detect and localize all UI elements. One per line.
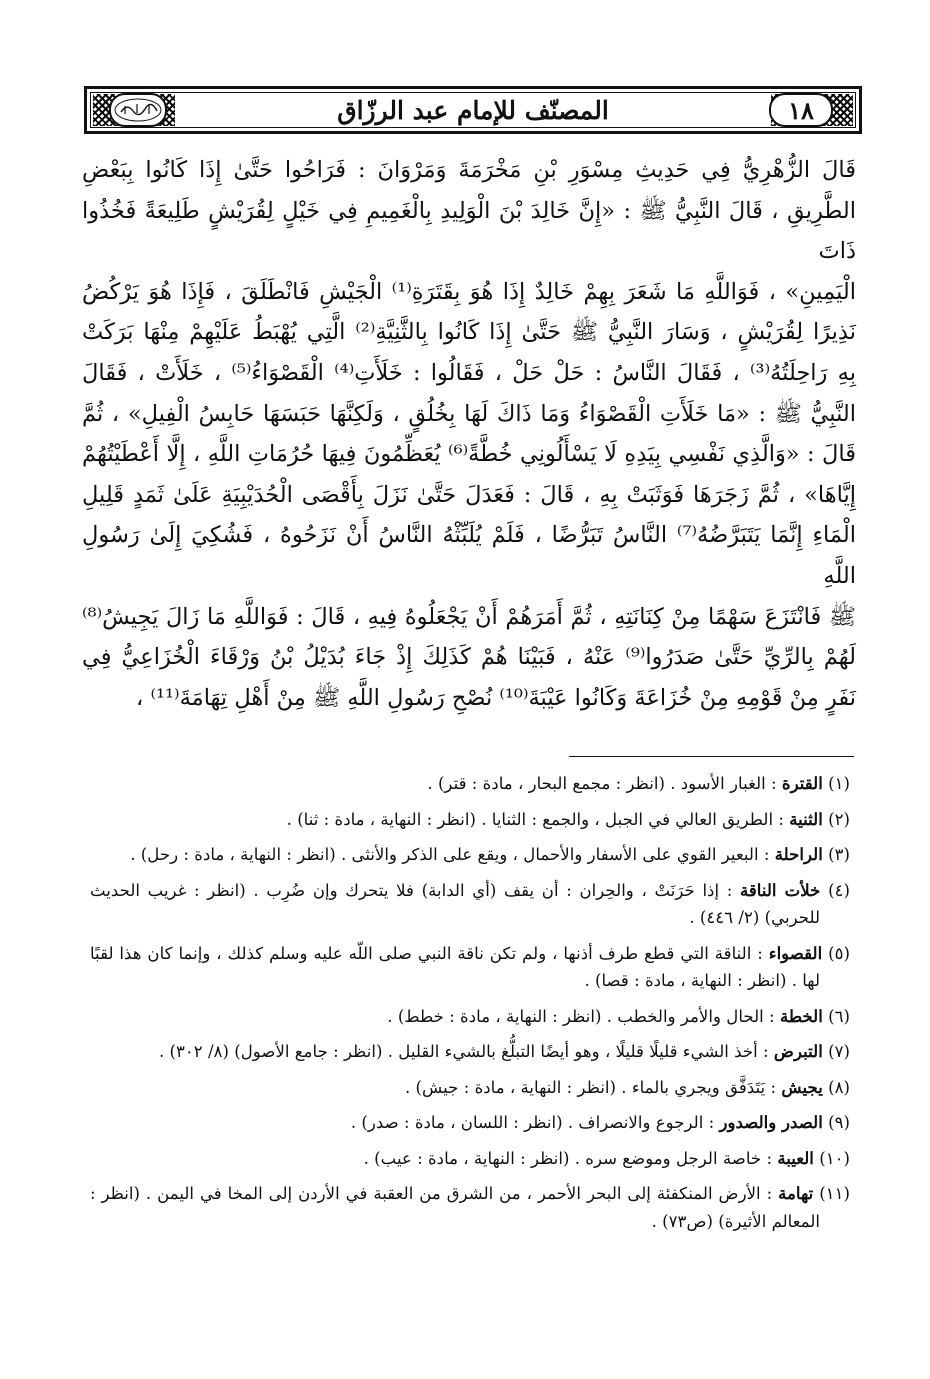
text-line: الطَّرِيقِ ، قَالَ النَّبِيُّ ﷺ : «إِنَّ خَالِدَ بْنَ الْوَلِيدِ بِالْغَمِيمِ فِي خَيْلٍ لِقُرَيْشٍ طَلِيعَةً فَخُذُوا ذَاتَ (82, 197, 856, 265)
text-line: نَفَرٍ مِنْ قَوْمِهِ مِنْ خُزَاعَةَ وَكَانُوا عَيْبَةَ⁽¹⁰⁾ نُصْحِ رَسُولِ اللَّهِ ﷺ مِنْ أَهْلِ تِهَامَةَ⁽¹¹⁾ ، (136, 684, 856, 711)
book-title: المصنّف للإمام عبد الرزّاق (237, 93, 709, 127)
text-line: ﷺ فَانْتَزَعَ سَهْمًا مِنْ كِنَانَتِهِ ، ثُمَّ أَمَرَهُمْ أَنْ يَجْعَلُوهُ فِيهِ ، قَالَ : فَوَاللَّهِ مَا زَالَ يَجِيشُ⁽⁸⁾ (82, 603, 856, 630)
footnote-separator (569, 756, 854, 757)
page-number: ١٨ (788, 95, 814, 125)
text-line: لَهُمْ بِالرِّيِّ حَتَّىٰ صَدَرُوا⁽⁹⁾ عَنْهُ ، فَبَيْنَا هُمْ كَذَلِكَ إِذْ جَاءَ بُدَيْلُ بْنُ وَرْقَاءَ الْخُزَاعِيُّ فِي (82, 644, 856, 671)
text-line: قَالَ الزُّهْرِيُّ فِي حَدِيثِ مِسْوَرِ بْنِ مَخْرَمَةَ وَمَرْوَانَ : فَرَاحُوا حَتَّىٰ إِذَا كَانُوا بِبَعْضِ (82, 157, 856, 183)
text-line: قَالَ : «وَالَّذِي نَفْسِي بِيَدِهِ لَا يَسْأَلُونِي خُطَّةً⁽⁶⁾ يُعَظِّمُونَ فِيهَا حُرُمَاتِ اللَّهِ ، إِلَّا أَعْطَيْتُهُمْ (82, 441, 857, 468)
calligraphy-logo-icon (113, 97, 163, 123)
footnote: (٨) يجيش : يَتَدَفَّق ويجري بالماء . (انظر : النهاية ، مادة : جيش) . (405, 1076, 850, 1097)
footnote: (٥) القصواء : الناقة التي قطع طرف أذنها ، ولم تكن ناقة النبي صلى اللّه عليه وسلم كذلك ، وإنما كان هذا لقبًا لها . (انظر : النهاية ، مادة : قصا) . (90, 942, 851, 990)
footnote: (٤) خلأت الناقة : إذا حَرَنَتْ ، والحِران : أن يقف (أي الدابة) فلا يتحرك وإن ضُرِب . (انظر : غريب الحديث للحربي) (٢/ ٤٤٦) . (90, 879, 850, 927)
footnote: (٣) الراحلة : البعير القوي على الأسفار والأحمال ، ويقع على الذكر والأنثى . (انظر : النهاية ، مادة : رحل) . (130, 844, 850, 864)
footnotes (90, 770, 850, 1243)
footnote: (٦) الخطة : الحال والأمر والخطب . (انظر : النهاية ، مادة : خطط) . (387, 1005, 850, 1026)
main-text (82, 150, 856, 718)
footnote: (٧) التبرض : أخذ الشيء قليلًا قليلًا ، وهو أيضًا التبلُّغ بالشيء القليل . (انظر : جامع الأصول) (٨/ ٣٠٢) . (158, 1041, 850, 1061)
footnote: (١٠) العيبة : خاصة الرجل وموضع سره . (انظر : النهاية ، مادة : عيب) . (363, 1147, 850, 1168)
text-line: النَّبِيُّ ﷺ : «مَا خَلَأَتِ الْقَصْوَاءُ وَمَا ذَاكَ لَهَا بِخُلُقٍ ، وَلَكِنَّهَا حَبَسَهَا حَابِسُ الْفِيلِ» ، ثُمَّ (82, 400, 856, 427)
book-logo (109, 93, 167, 127)
text-line: بِهِ رَاحِلَتُهُ⁽³⁾ ، فَقَالَ النَّاسُ : حَلْ حَلْ ، فَقَالُوا : خَلَأَتِ⁽⁴⁾ الْقَصْوَاءُ⁽⁵⁾ ، خَلَأَتْ ، فَقَالَ (82, 359, 856, 386)
text-line: إِيَّاهَا» ، ثُمَّ زَجَرَهَا فَوَثَبَتْ بِهِ ، قَالَ : فَعَدَلَ حَتَّىٰ نَزَلَ بِأَقْصَى الْحُدَيْبِيَةِ عَلَىٰ ثَمَدٍ قَلِيلِ (82, 481, 856, 508)
footnote: (١١) تهامة : الأرض المنكفئة إلى البحر الأحمر ، من الشرق من العقبة في الأردن إلى المخا في اليمن . (انظر : المعالم الأثيرة) (ص٧٣) . (90, 1183, 850, 1231)
text-line: نَذِيرًا لِقُرَيْشٍ ، وَسَارَ النَّبِيُّ ﷺ حَتَّىٰ إِذَا كَانُوا بِالثَّنِيَّةِ⁽²⁾ الَّتِي يُهْبَطُ عَلَيْهِمْ مِنْهَا بَرَكَتْ (82, 319, 856, 346)
text-line: الْيَمِينِ» ، فَوَاللَّهِ مَا شَعَرَ بِهِمْ خَالِدٌ إِذَا هُوَ بِقَتَرَةِ⁽¹⁾ الْجَيْشِ فَانْطَلَقَ ، فَإِذَا هُوَ يَرْكُضُ (82, 278, 856, 305)
footnote: (٩) الصدر والصدور : الرجوع والانصراف . (انظر : اللسان ، مادة : صدر) . (350, 1112, 850, 1132)
footnote: (٢) الثنية : الطريق العالي في الجبل ، والجمع : الثنايا . (انظر : النهاية ، مادة : ثنا) . (286, 808, 850, 829)
footnote: (١) القترة : الغبار الأسود . (انظر : مجمع البحار ، مادة : قتر) . (427, 773, 850, 793)
text-line: الْمَاءِ إِنَّمَا يَتَبَرَّضُهُ⁽⁷⁾ النَّاسُ تَبَرُّضًا ، فَلَمْ يُلَبِّثْهُ النَّاسُ أَنْ نَزَحُوهُ ، فَشُكِيَ إِلَىٰ رَسُولِ اللَّهِ (82, 522, 856, 589)
page-header (84, 86, 862, 134)
page-number-box (769, 93, 833, 127)
